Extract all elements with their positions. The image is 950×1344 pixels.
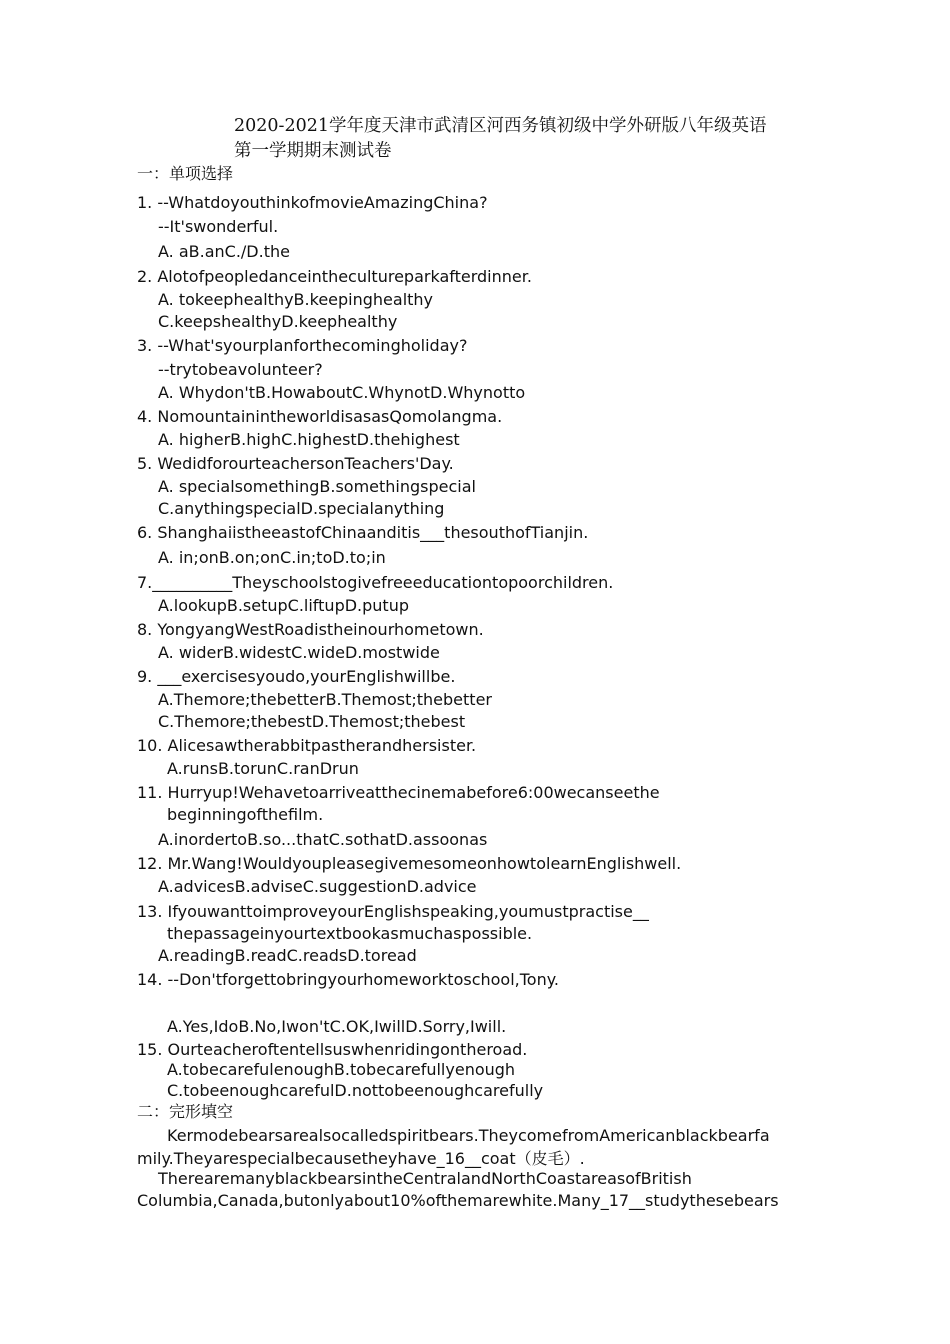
question-options: A.runsB.torunC.ranDrun (167, 759, 359, 778)
question-options: A. aB.anC./D.the (158, 242, 290, 261)
question-options: A.readingB.readC.readsD.toread (158, 946, 417, 965)
question-line: 8. YongyangWestRoadistheinourhometown. (137, 620, 484, 639)
question-options: A. specialsomethingB.somethingspecial (158, 477, 476, 496)
question-line: 11. Hurryup!Wehavetoarriveatthecinemabefore6:00wecanseethe (137, 783, 660, 802)
question-line: 13. IfyouwanttoimproveyourEnglishspeaking,youmustpractise__ (137, 902, 649, 921)
question-line: 4. NomountainintheworldisasasQomolangma. (137, 407, 503, 426)
question-line: 6. ShanghaiistheeastofChinaanditis___thesouthofTianjin. (137, 523, 589, 542)
question-line: --trytobeavolunteer? (158, 360, 323, 379)
question-line: 10. Alicesawtherabbitpastherandhersister. (137, 736, 477, 755)
passage-line: mily.Theyarespecialbecausetheyhave_16__coat（皮毛）. (137, 1149, 585, 1168)
question-options: A.Yes,IdoB.No,Iwon'tC.OK,IwillD.Sorry,Iwill. (167, 1017, 507, 1036)
question-line: 9. ___exercisesyoudo,yourEnglishwillbe. (137, 667, 456, 686)
question-options: C.keepshealthyD.keephealthy (158, 312, 398, 331)
question-options: A.Themore;thebetterB.Themost;thebetter (158, 690, 492, 709)
question-options: A. widerB.widestC.wideD.mostwide (158, 643, 440, 662)
passage-line: Columbia,Canada,butonlyabout10%ofthemarewhite.Many_17__studythesebears (137, 1191, 779, 1210)
question-line: 14. --Don'tforgettobringyourhomeworktoschool,Tony. (137, 970, 560, 989)
question-options: A.inordertoB.so...thatC.sothatD.assoonas (158, 830, 488, 849)
question-line: 1. --WhatdoyouthinkofmovieAmazingChina? (137, 193, 488, 212)
question-options: A. higherB.highC.highestD.thehighest (158, 430, 460, 449)
question-options: C.Themore;thebestD.Themost;thebest (158, 712, 466, 731)
question-line: thepassageinyourtextbookasmuchaspossible. (167, 924, 533, 943)
doc-title-line-1: 2020-2021学年度天津市武清区河西务镇初级中学外研版八年级英语 (234, 116, 767, 136)
question-line: 5. WedidforourteachersonTeachers'Day. (137, 454, 454, 473)
section-heading-single-choice: 一：单项选择 (137, 164, 234, 183)
question-line: --It'swonderful. (158, 217, 279, 236)
question-options: A.tobecarefulenoughB.tobecarefullyenough (167, 1060, 516, 1079)
question-options: C.anythingspecialD.specialanything (158, 499, 445, 518)
question-line: 7.__________Theyschoolstogivefreeeducationtopoorchildren. (137, 573, 614, 592)
question-line: beginningofthefilm. (167, 805, 324, 824)
doc-title-line-2: 第一学期期末测试卷 (234, 141, 392, 161)
question-options: C.tobeenoughcarefulD.nottobeenoughcarefully (167, 1081, 544, 1100)
question-options: A. in;onB.on;onC.in;toD.to;in (158, 548, 386, 567)
passage-line: Kermodebearsarealsocalledspiritbears.TheycomefromAmericanblackbearfa (167, 1126, 770, 1145)
question-line: 12. Mr.Wang!WouldyoupleasegivemesomeonhowtolearnEnglishwell. (137, 854, 682, 873)
question-line: 15. Ourteacheroftentellsuswhenridingontheroad. (137, 1040, 528, 1059)
passage-line: TherearemanyblackbearsintheCentralandNorthCoastareasofBritish (158, 1169, 692, 1188)
question-line: 2. Alotofpeopledanceinthecultureparkafterdinner. (137, 267, 532, 286)
question-options: A. tokeephealthyB.keepinghealthy (158, 290, 434, 309)
question-options: A.advicesB.adviseC.suggestionD.advice (158, 877, 477, 896)
question-options: A. Whydon'tB.HowaboutC.WhynotD.Whynotto (158, 383, 526, 402)
section-heading-cloze: 二：完形填空 (137, 1102, 234, 1121)
question-line: 3. --What'syourplanforthecomingholiday? (137, 336, 468, 355)
question-options: A.lookupB.setupC.liftupD.putup (158, 596, 409, 615)
